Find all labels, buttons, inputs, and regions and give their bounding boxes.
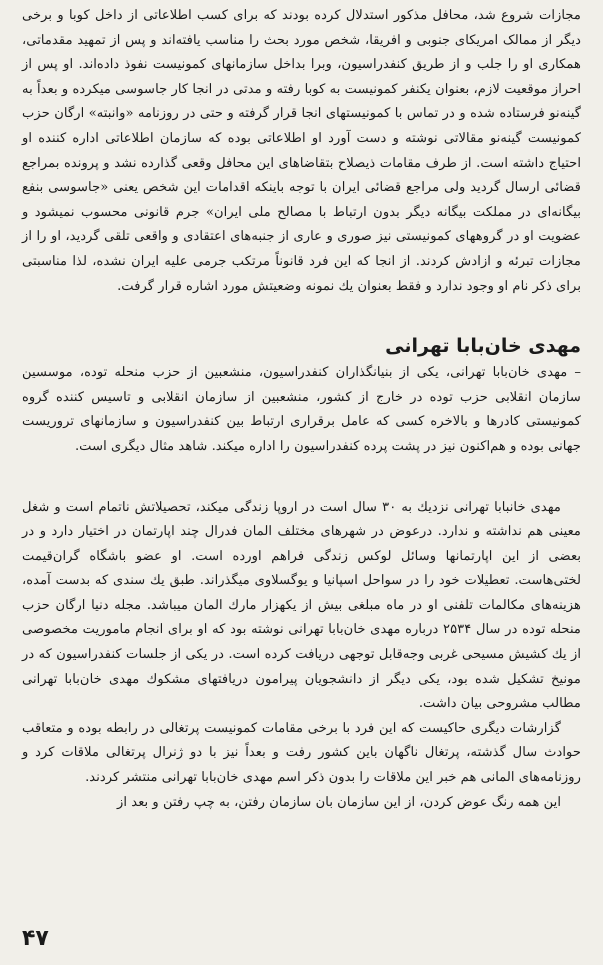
paragraph-4: گزارشات دیگری حاکیست که این فرد با برخی مقامات کمونیست پرتغالی در رابطه بوده و متعاقب حوادث سال گذشته، پرتغال ناگهان باین کشور رفت و بعداً نیز با دو ژنرال پرتغالی ملاقات کرد و روزنامه‌های المانی هم خبر این ملاقات را بدون ذکر اسم مهدی خان‌بابا تهرانی منتشر کردند.	[22, 720, 581, 786]
paragraph-2: – مهدی خان‌بابا تهرانی، یکی از بنیانگذاران کنفدراسیون، منشعبین از حزب منحله توده، موسسین سازمان انقلابی حزب توده در خارج از کشور، منشعبین از سازمان انقلابی و تاسیس کننده گروه کمونیستی کادرها و بالاخره کسی که عامل برقراری ارتباط بین کنفدراسیون و سازمانهای تروریست جهانی بوده و هم‌اکنون نیز در پشت پرده کنفدراسیون را اداره میکند. شاهد مثال دیگری است.	[22, 365, 581, 454]
paragraph-5: این همه رنگ عوض کردن، از این سازمان بان سازمان رفتن، به چپ رفتن و بعد از	[117, 794, 561, 810]
page-number: ۴۷	[22, 926, 49, 951]
paragraph-1: مجازات شروع شد، محافل مذکور استدلال کرده بودند که برای کسب اطلاعاتی از داخل کوبا و برخی دیگر از ممالک امریکای جنوبی و افریقا، شخص مورد بحث را مناسب یافته‌اند و پس از تمهید مقدماتی، همکاری او را جلب و از طریق کنفدراسیون، وبرا بداخل سازمانهای کمونیست نفوذ داده‌اند. او پس از احراز موقعیت لازم، بعنوان یکنفر کمونیست به کوبا رفته و مدتی در انجا کار جاسوسی میکرده و بعداً به گینه‌نو فرستاده شده و در تماس با کمونیستهای انجا قرار گرفته و حتی در روزنامه «وانبته» ارگان حزب کمونیست گینه‌نو مقالاتی نوشته و دست آورد او اطلاعاتی بوده که سازمان اطلاعاتی اداره کننده او احتیاج داشته است. از طرف مقامات ذیصلاح بتقاضاهای این محافل وقعی گذارده نشد و پرونده بمراجع قضائی ارسال گردید ولی مراجع قضائی ایران با توجه باینکه اقدامات این شخص یعنی «جاسوسی بنفع بیگانه‌ای در مملکت بیگانه دیگر بدون ارتباط با مصالح ملی ایران» جرم قانونی محسوب نمیشود و عضویت او در گروههای کمونیستی نیز صوری و عاری از جنبه‌های اعتقادی و واقعی تلقی گردید، او را از مجازات تبرئه و ازادش کردند. از انجا که این فرد قانوناً مرتکب جرمی علیه ایران نشده، لذا مناسبتی برای ذکر نام او وجود ندارد و فقط بعنوان یك نمونه وضعیتش مورد اشاره قرار گرفت.	[22, 8, 581, 294]
section-heading: مهدی خان‌بابا تهرانی	[385, 335, 581, 358]
paragraph-3: مهدی خانبابا تهرانی نزدیك به ۳۰ سال است در اروپا زندگی میکند، تحصیلاتش ناتمام است و شغل معینی هم نداشته و ندارد. درعوض در شهرهای مختلف المان فدرال چند اپارتمان در اختیار دارد و در بعضی از این اپارتمانها وسائل لوکس زندگی فراهم اورده است. او عضو باشگاه گران‌قیمت لختی‌هاست. تعطیلات خود را در سواحل اسپانیا و یوگسلاوی میگذراند. طبق یك سندی که بدست آمده، هزینه‌های مکالمات تلفنی او در ماه مبلغی بیش از یکهزار مارك المان میباشد. مجله دنیا ارگان حزب منحله توده در سال ۲۵۳۴ درباره مهدی خان‌بابا تهرانی نوشته بود که او برای انجام ماموریت مخصوصی از یك کشیش مسیحی غربی وجه‌قابل توجهی دریافت کرده است. در یکی از جلسات کنفدراسیون که در مونیخ تشکیل شده بود، یکی دیگر از دانشجویان پیرامون دریافتهای مشکوك مهدی خان‌بابا تهرانی مطالب مشروحی بیان داشت.	[22, 499, 581, 712]
